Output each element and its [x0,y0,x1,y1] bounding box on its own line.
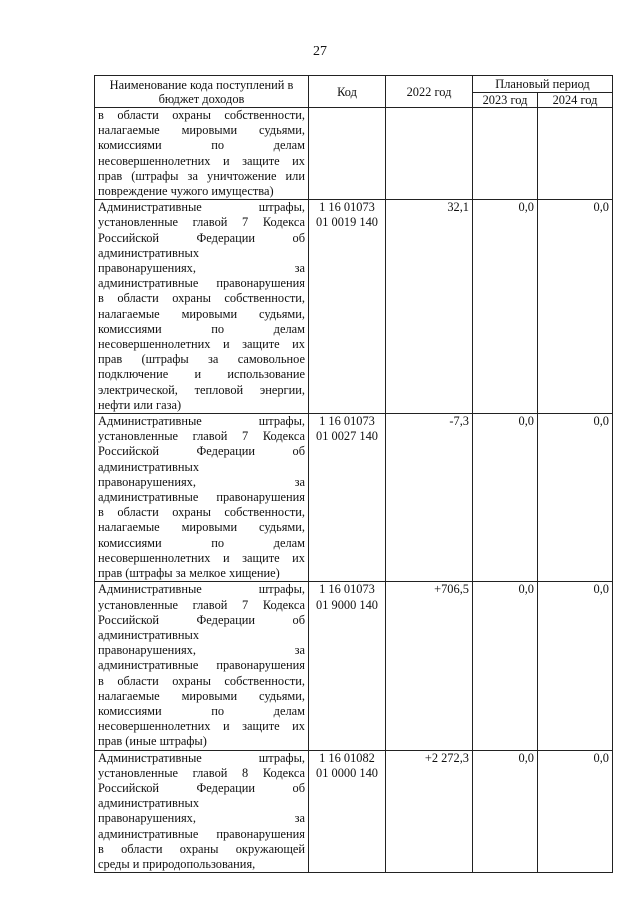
table-body [95,108,613,873]
revenue-name-line: правонарушениях, за [98,643,305,658]
revenue-name-line: несовершеннолетних и защите их [98,153,305,168]
revenue-name-line: в области охраны окружающей [98,841,305,856]
revenue-name-cell [95,108,309,200]
revenue-name-line: налагаемые мировыми судьями, [98,306,305,321]
value-2024-cell: 0,0 [538,582,613,750]
revenue-name-line: установленные главой 7 Кодекса [98,597,305,612]
revenue-code-line: 01 0027 140 [316,429,378,444]
header-name: Наименование кода поступлений в бюджет доходов [95,76,309,108]
revenue-name-line: правонарушениях, за [98,811,305,826]
revenue-name-line: комиссиями по делам [98,321,305,336]
revenue-name-line: установленные главой 7 Кодекса [98,429,305,444]
revenue-name-line: комиссиями по делам [98,703,305,718]
revenue-name-line: административные правонарушения [98,658,305,673]
revenue-name-cell [95,200,309,414]
revenue-name-line: Российской Федерации об [98,444,305,459]
revenue-name-line: административных [98,796,200,811]
revenue-name-line: в области охраны собственности, [98,291,305,306]
value-2024-cell: 0,0 [538,414,613,582]
revenue-name-line: административных [98,245,200,260]
revenue-name-line: правонарушениях, за [98,261,305,276]
value-2024-cell: 0,0 [538,200,613,414]
header-planned-period: Плановый период [473,76,613,93]
header-2022: 2022 год [386,76,473,108]
revenue-name-line: Административные штрафы, [98,750,305,765]
revenue-name-line: нефти или газа) [98,397,182,412]
revenue-code-cell [309,750,386,873]
revenue-name-line: административных [98,459,200,474]
revenue-code-cell [309,108,386,200]
revenue-name-line: повреждение чужого имущества) [98,184,274,199]
revenue-name-line: среды и природопользования, [98,856,256,871]
value-2022-cell: 32,1 [386,200,473,414]
revenue-name-line: административные правонарушения [98,826,305,841]
revenue-code-cell [309,414,386,582]
revenue-name-line: административных [98,627,200,642]
revenue-name-line: Административные штрафы, [98,200,305,215]
revenue-name-line: Административные штрафы, [98,582,305,597]
table-row [95,414,613,582]
revenue-name-line: Российской Федерации об [98,780,305,795]
revenue-code-cell [309,582,386,750]
revenue-name-cell [95,414,309,582]
revenue-name-line: правонарушениях, за [98,474,305,489]
value-2022-cell [386,108,473,200]
revenue-name-line: комиссиями по делам [98,535,305,550]
revenue-name-line: Российской Федерации об [98,230,305,245]
revenue-name-line: несовершеннолетних и защите их [98,337,305,352]
revenue-name-line: прав (штрафы за мелкое хищение) [98,566,280,581]
value-2024-cell [538,108,613,200]
value-2022-cell: +706,5 [386,582,473,750]
value-2023-cell [473,108,538,200]
header-2024: 2024 год [538,93,613,108]
value-2023-cell: 0,0 [473,750,538,873]
revenue-table [94,75,613,873]
revenue-code-line: 1 16 01082 [319,750,375,765]
revenue-name-line: прав (иные штрафы) [98,734,207,749]
revenue-name-line: налагаемые мировыми судьями, [98,688,305,703]
revenue-name-line: административные правонарушения [98,490,305,505]
revenue-name-line: несовершеннолетних и защите их [98,719,305,734]
revenue-name-line: административные правонарушения [98,276,305,291]
revenue-name-line: прав (штрафы за уничтожение или [98,168,305,183]
header-2023: 2023 год [473,93,538,108]
value-2023-cell: 0,0 [473,200,538,414]
revenue-code-line: 01 0000 140 [316,765,378,780]
value-2023-cell: 0,0 [473,582,538,750]
page-number: 27 [313,44,327,59]
revenue-code-line: 01 0019 140 [316,215,378,230]
revenue-name-line: в области охраны собственности, [98,108,305,122]
revenue-name-line: Административные штрафы, [98,414,305,429]
value-2022-cell: +2 272,3 [386,750,473,873]
revenue-name-line: комиссиями по делам [98,138,305,153]
revenue-name-line: установленные главой 7 Кодекса [98,215,305,230]
revenue-code-line: 1 16 01073 [319,582,375,597]
revenue-name-cell [95,582,309,750]
revenue-name-line: электрической, тепловой энергии, [98,382,305,397]
revenue-name-line: в области охраны собственности, [98,505,305,520]
table-row [95,200,613,414]
revenue-name-line: налагаемые мировыми судьями, [98,520,305,535]
revenue-name-line: налагаемые мировыми судьями, [98,123,305,138]
revenue-code-line: 1 16 01073 [319,200,375,215]
revenue-name-line: несовершеннолетних и защите их [98,550,305,565]
revenue-code-cell [309,200,386,414]
revenue-name-line: в области охраны собственности, [98,673,305,688]
header-code: Код [309,76,386,108]
value-2023-cell: 0,0 [473,414,538,582]
revenue-name-line: установленные главой 8 Кодекса [98,765,305,780]
revenue-name-cell [95,750,309,873]
revenue-name-line: Российской Федерации об [98,612,305,627]
table-row [95,582,613,750]
table-row [95,750,613,873]
value-2022-cell: -7,3 [386,414,473,582]
table-row [95,108,613,200]
revenue-name-line: прав (штрафы за самовольное [98,352,305,367]
value-2024-cell: 0,0 [538,750,613,873]
table-header [95,76,613,108]
revenue-code-line: 1 16 01073 [319,414,375,429]
revenue-name-line: подключение и использование [98,367,305,382]
revenue-code-line: 01 9000 140 [316,597,378,612]
